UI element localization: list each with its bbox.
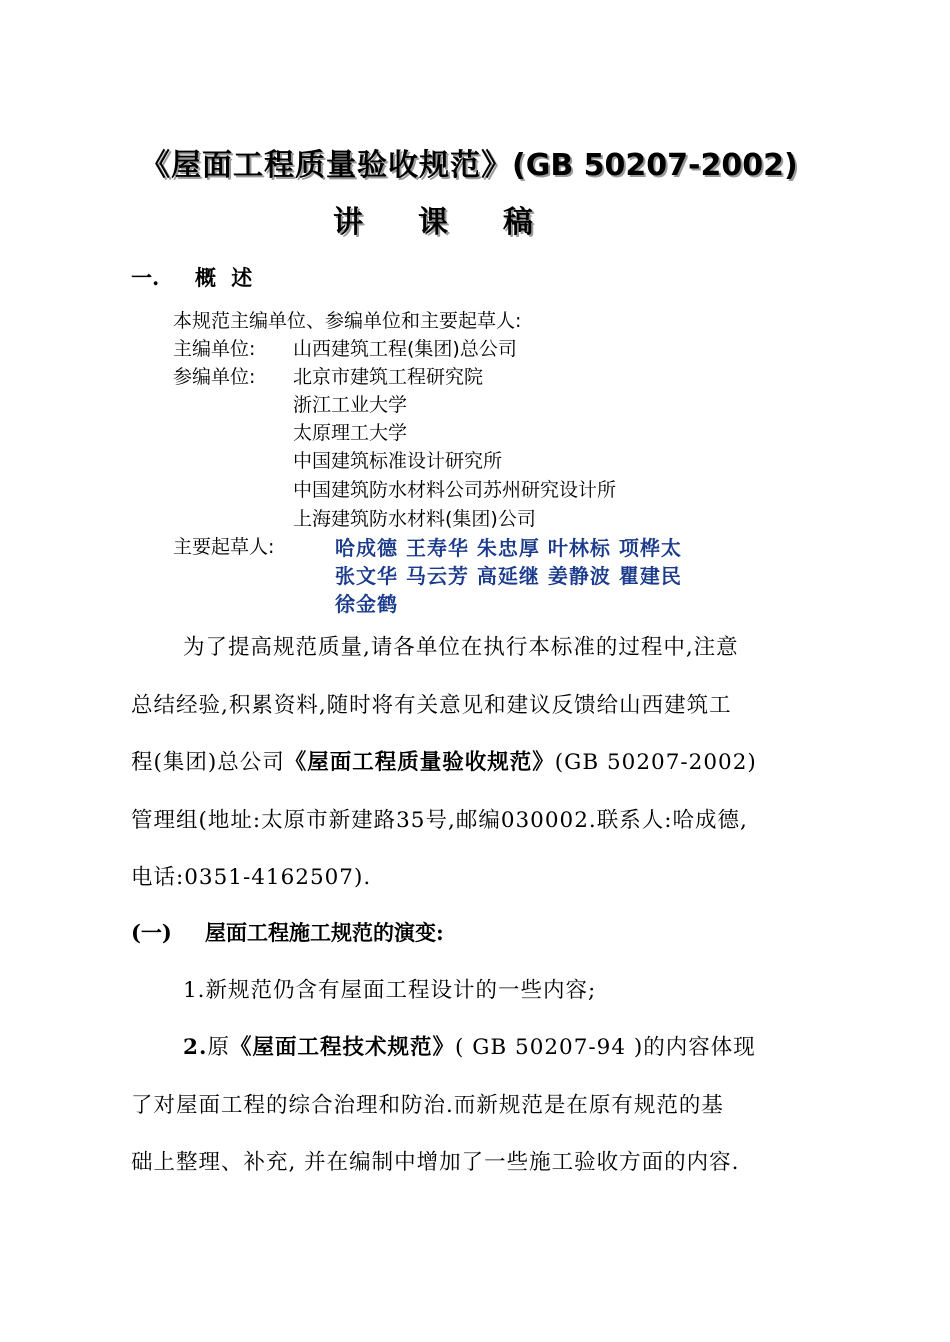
section-number: 一. xyxy=(131,265,160,290)
section-heading: 概 述 xyxy=(195,265,257,290)
title-cn: 《屋面工程质量验收规范》 xyxy=(140,148,512,183)
para1-line: 管理组(地址:太原市新建路35号,邮编030002.联系人:哈成德, xyxy=(131,808,748,833)
drafters-label: 主要起草人: xyxy=(173,536,275,558)
subtitle-char-2: 课 xyxy=(418,205,448,240)
title-code: (GB 50207-2002) xyxy=(512,148,798,183)
drafters-line: 张文华 马云芳 高延继 姜静波 瞿建民 xyxy=(335,564,682,588)
subsection-number: (一) xyxy=(131,920,172,945)
chief-unit: 山西建筑工程(集团)总公司 xyxy=(293,338,517,360)
para1-text: 程(集团)总公司 xyxy=(131,750,285,775)
co-unit-item: 太原理工大学 xyxy=(293,422,408,444)
co-unit-item: 北京市建筑工程研究院 xyxy=(293,366,484,388)
document-title xyxy=(140,140,798,184)
chief-unit-label: 主编单位: xyxy=(173,338,256,360)
item2-spec-title: 《屋面工程技术规范》 xyxy=(229,1035,455,1060)
subtitle-char-1: 讲 xyxy=(333,205,363,240)
para1-line: 总结经验,积累资料,随时将有关意见和建议反馈给山西建筑工 xyxy=(131,693,732,718)
co-unit-item: 中国建筑防水材料公司苏州研究设计所 xyxy=(293,479,617,501)
item2-post: ( GB 50207-94 )的内容体现 xyxy=(454,1035,756,1060)
item2-line: 础上整理、补充, 并在编制中增加了一些施工验收方面的内容. xyxy=(131,1150,740,1175)
list-item-2 xyxy=(183,1030,756,1061)
co-unit-item: 浙江工业大学 xyxy=(293,394,408,416)
drafters-line: 哈成德 王寿华 朱忠厚 叶林标 项桦太 xyxy=(335,536,682,560)
co-unit-item: 中国建筑标准设计研究所 xyxy=(293,450,503,472)
para1-line: 为了提高规范质量,请各单位在执行本标准的过程中,注意 xyxy=(183,635,739,660)
document-subtitle xyxy=(333,197,588,241)
subtitle-char-3: 稿 xyxy=(503,205,533,240)
drafters-line: 徐金鹤 xyxy=(335,592,398,616)
units-intro: 本规范主编单位、参编单位和主要起草人: xyxy=(173,310,522,332)
para1-line xyxy=(131,745,757,776)
item2-pre: 原 xyxy=(207,1035,230,1060)
item2-number: 2. xyxy=(183,1035,208,1060)
para1-line: 电话:0351-4162507). xyxy=(131,865,372,890)
co-unit-label: 参编单位: xyxy=(173,366,256,388)
para1-spec-title: 《屋面工程质量验收规范》 xyxy=(284,750,555,775)
co-unit-item: 上海建筑防水材料(集团)公司 xyxy=(293,508,536,530)
subsection-heading: 屋面工程施工规范的演变: xyxy=(205,920,444,945)
item2-line: 了对屋面工程的综合治理和防治.而新规范是在原有规范的基 xyxy=(131,1093,724,1118)
list-item-1: 1.新规范仍含有屋面工程设计的一些内容; xyxy=(183,978,597,1003)
para1-spec-code: (GB 50207-2002) xyxy=(554,750,757,775)
